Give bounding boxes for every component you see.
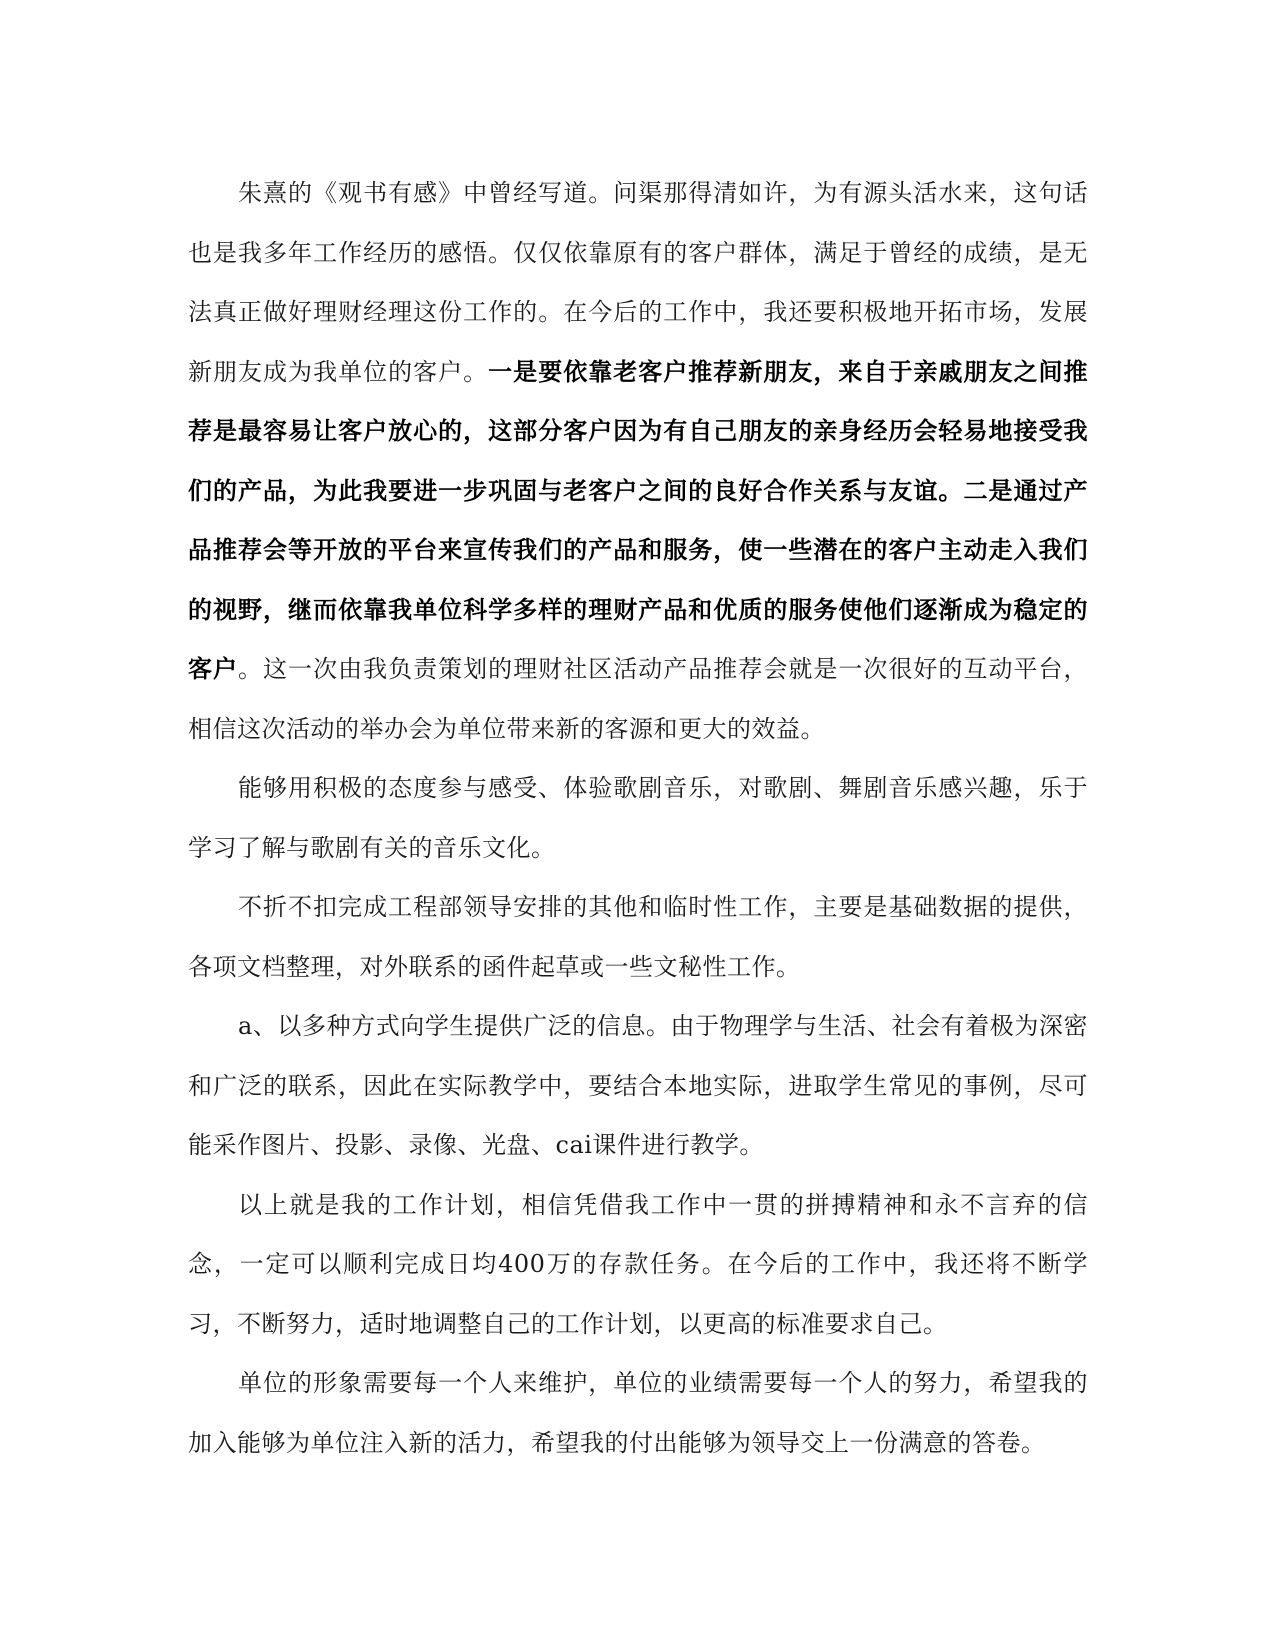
- paragraph-5: 以上就是我的工作计划，相信凭借我工作中一贯的拼搏精神和永不言弃的信念，一定可以顺利完成日均400万的存款任务。在今后的工作中，我还将不断学习，不断努力，适时地调整自己的工作计划，以更高的标准要求自己。: [188, 1190, 1088, 1338]
- paragraph-1-lead: 朱熹的《观书有感》中曾经写道。问渠那得清如许，为有源头活水来，这句话也是我多年工作经历的感悟。仅仅依靠原有的客户群体，满足于曾经的成绩，是无法真正做好理财经理这份工作的。在今后的工作中，我还要积极地开拓市场，发展新朋友成为我单位的客户。: [188, 179, 1088, 386]
- paragraph-3: 不折不扣完成工程部领导安排的其他和临时性工作，主要是基础数据的提供，各项文档整理，对外联系的函件起草或一些文秘性工作。: [188, 893, 1088, 981]
- paragraph-1: [188, 164, 1088, 759]
- paragraph-2: 能够用积极的态度参与感受、体验歌剧音乐，对歌剧、舞剧音乐感兴趣，乐于学习了解与歌剧有关的音乐文化。: [188, 774, 1088, 862]
- paragraph-6: 单位的形象需要每一个人来维护，单位的业绩需要每一个人的努力，希望我的加入能够为单位注入新的活力，希望我的付出能够为领导交上一份满意的答卷。: [188, 1369, 1088, 1457]
- paragraph-1-tail: 。这一次由我负责策划的理财社区活动产品推荐会就是一次很好的互动平台，相信这次活动的举办会为单位带来新的客源和更大的效益。: [188, 655, 1089, 743]
- paragraph-1-bold-text: 一是要依靠老客户推荐新朋友，来自于亲戚朋友之间推荐是最容易让客户放心的，这部分客户因为有自己朋友的亲身经历会轻易地接受我们的产品，为此我要进一步巩固与老客户之间的良好合作关系与友谊。二是通过产品推荐会等开放的平台来宣传我们的产品和服务，使一些潜在的客户主动走入我们的视野，继而依靠我单位科学多样的理财产品和优质的服务使他们逐渐成为稳定的客户: [188, 357, 1088, 683]
- document-body: [188, 164, 1088, 1473]
- paragraph-4: a、以多种方式向学生提供广泛的信息。由于物理学与生活、社会有着极为深密和广泛的联系，因此在实际教学中，要结合本地实际，进取学生常见的事例，尽可能采作图片、投影、录像、光盘、cai课件进行教学。: [188, 1012, 1088, 1159]
